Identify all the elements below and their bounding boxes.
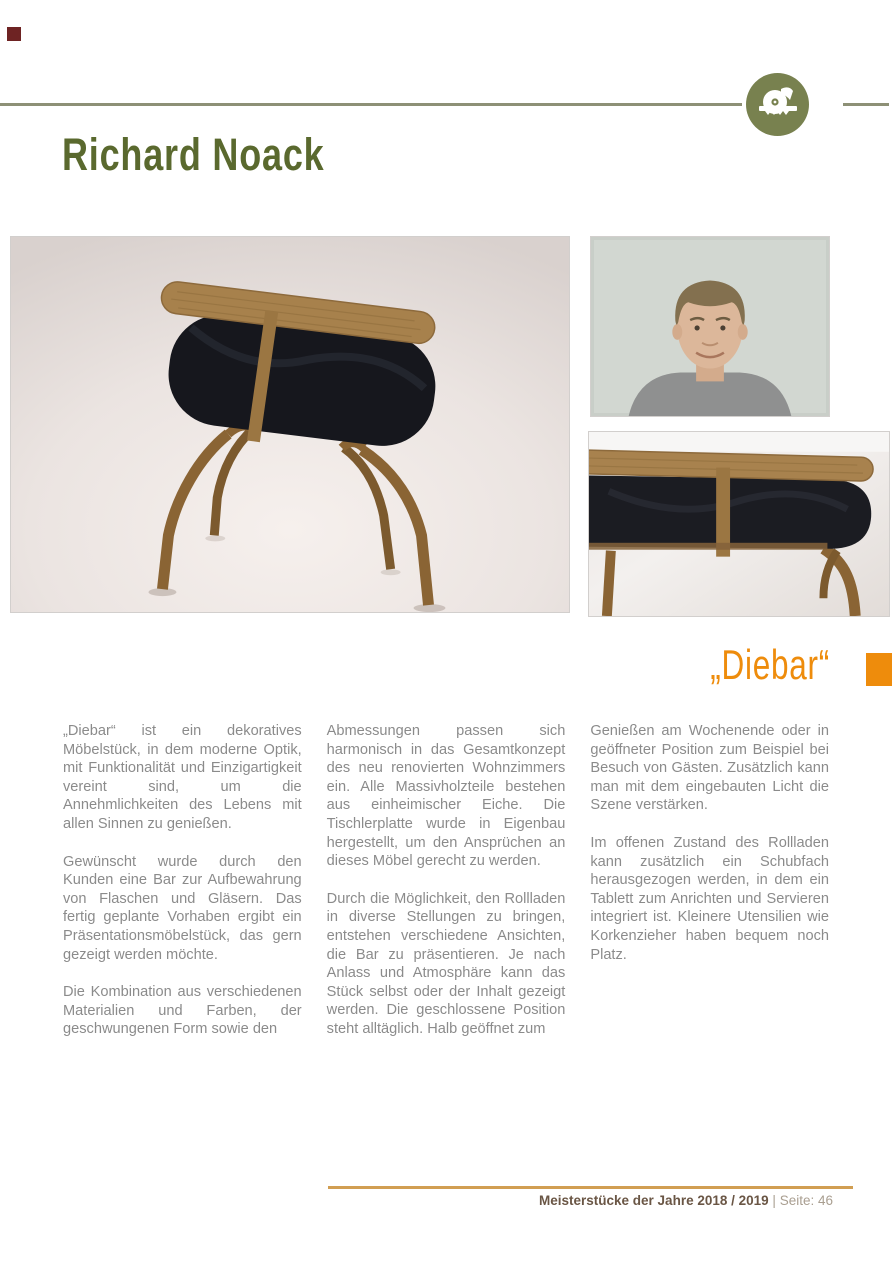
craft-badge — [746, 73, 809, 136]
article-column-1 — [63, 722, 302, 1058]
paragraph: Abmessungen passen sich harmonisch in das Gesamtkonzept des neu renovierten Wohnzimmers ein. Alle Massivholzteile bestehen aus einheimischer Eiche. Die Tischlerplatte wurde in Eigenbau hergestellt, um den Ansprüchen an dieses Möbel gerecht zu werden. — [326, 723, 566, 870]
paragraph: Die Kombination aus verschiedenen Materialien und Farben, der geschwungenen Form sowie den — [63, 984, 302, 1038]
paragraph: Im offenen Zustand des Rollladen kann zusätzlich ein Schubfach herausgezogen werden, in dem ein Tablett zum Anrichten und Servieren integriert ist. Kleinere Utensilien wie Korkenzieher haben bequem noch Platz. — [590, 834, 830, 963]
article-columns — [63, 722, 829, 1058]
article-column-3 — [590, 722, 829, 1058]
paragraph: Gewünscht wurde durch den Kunden eine Bar zur Aufbewahrung von Flaschen und Gläsern. Das fertig geplante Vorhaben ergibt ein Präsentationsmöbelstück, das gern gezeigt werden möchte. — [63, 853, 302, 963]
paragraph: „Diebar“ ist ein dekoratives Möbelstück, in dem moderne Optik, mit Funktionalität und Einzigartigkeit vereint sind, um die Annehmlichkeiten des Lebens mit allen Sinnen zu genießen. — [63, 723, 302, 832]
paragraph: Genießen am Wochenende oder in geöffneter Position zum Beispiel bei Besuch von Gästen. Zusätzlich kann man mit dem eingebauten Licht die Szene verstärken. — [590, 723, 830, 814]
furniture-photo-detail — [588, 431, 890, 617]
footer-publication: Meisterstücke der Jahre 2018 / 2019 — [539, 1193, 769, 1208]
furniture-photo-main — [10, 236, 570, 613]
furniture-illustration — [11, 237, 569, 612]
project-title: „Diebar“ — [710, 641, 830, 688]
paragraph: Durch die Möglichkeit, den Rollladen in diverse Stellungen zu bringen, entstehen verschiedene Ansichten, die Bar zu präsentieren. Je nach Anlass und Atmosphäre kann das Stück selbst oder der Inhalt gezeigt werden. Die geschlossene Position steht alltäglich. Halb geöffnet zum — [326, 890, 566, 1037]
portrait-photo — [590, 236, 830, 417]
footer-page-number: Seite: 46 — [779, 1193, 833, 1208]
portrait-illustration — [591, 237, 829, 416]
circular-saw-icon — [755, 79, 801, 130]
footer-separator: | — [772, 1193, 776, 1208]
project-accent-square — [866, 653, 892, 686]
header-rule-left — [0, 103, 742, 106]
footer-rule — [328, 1186, 853, 1189]
article-column-2 — [327, 722, 566, 1058]
footer — [233, 1193, 833, 1208]
header-rule-right — [843, 103, 889, 106]
corner-accent-square — [7, 27, 21, 41]
page-title: Richard Noack — [62, 129, 325, 180]
furniture-detail-illustration — [589, 432, 889, 616]
